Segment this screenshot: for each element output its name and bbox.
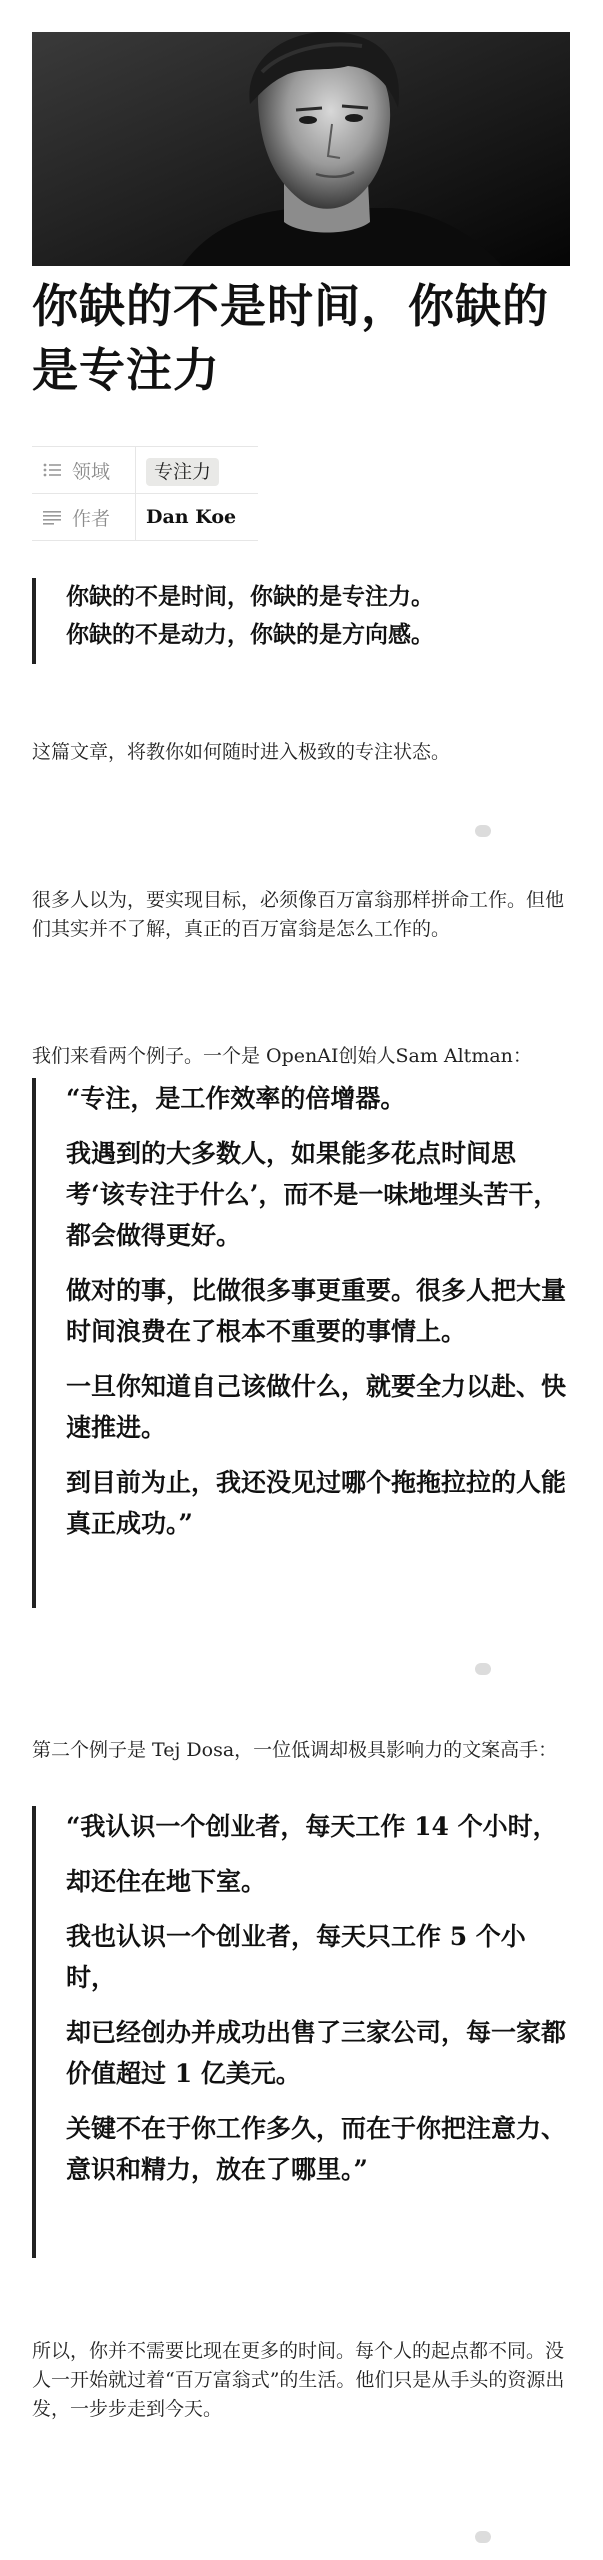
property-row-author (32, 494, 258, 541)
portrait-illustration (32, 32, 570, 266)
quote-line: 却已经创办并成功出售了三家公司，每一家都价值超过 1 亿美元。 (66, 2018, 567, 2088)
quote-line: 关键不在于你工作多久，而在于你把注意力、意识和精力，放在了哪里。” (66, 2114, 567, 2184)
list-icon (42, 462, 62, 478)
properties-table (32, 446, 258, 541)
watermark (475, 1660, 585, 1678)
domain-tag[interactable]: 专注力 (146, 458, 219, 486)
property-label-domain: 领域 (72, 460, 111, 483)
quote-line: “专注，是工作效率的倍增器。 (66, 1084, 406, 1113)
quote-line: 我也认识一个创业者，每天只工作 5 个小时， (66, 1922, 526, 1992)
paragraph: 这篇文章，将教你如何随时进入极致的专注状态。 (32, 741, 451, 763)
paragraph: 我们来看两个例子。一个是 OpenAI创始人Sam Altman： (32, 1045, 532, 1067)
watermark-icon (475, 1663, 491, 1675)
quote-line: 你缺的不是动力，你缺的是方向感。 (66, 621, 434, 648)
property-row-domain (32, 447, 258, 494)
watermark (475, 2528, 585, 2546)
intro-quote (32, 578, 572, 664)
paragraph: 很多人以为，要实现目标，必须像百万富翁那样拼命工作。但他们其实并不了解，真正的百万富翁是怎么工作的。 (32, 889, 565, 940)
tej-dosa-quote (32, 1806, 572, 2258)
paragraph: 所以，你并不需要比现在更多的时间。每个人的起点都不同。没人一开始就过着“百万富翁式”的生活。他们只是从手头的资源出发，一步步走到今天。 (32, 2340, 565, 2420)
watermark-icon (475, 825, 491, 837)
property-key-author (32, 494, 136, 540)
quote-line: 你缺的不是时间，你缺的是专注力。 (66, 583, 434, 610)
hero-portrait-image (32, 32, 570, 266)
watermark (475, 822, 585, 840)
sam-altman-quote (32, 1078, 572, 1608)
quote-line: 却还住在地下室。 (66, 1867, 267, 1896)
watermark-icon (475, 2531, 491, 2543)
quote-line: 我遇到的大多数人，如果能多花点时间思考‘该专注于什么’，而不是一味地埋头苦干，都会做得更好。 (66, 1139, 559, 1250)
author-name: Dan Koe (146, 506, 237, 528)
quote-line: 到目前为止，我还没见过哪个拖拖拉拉的人能真正成功。” (66, 1468, 567, 1538)
paragraph: 第二个例子是 Tej Dosa，一位低调却极具影响力的文案高手： (32, 1739, 558, 1761)
page-title: 你缺的不是时间，你缺的是专注力 (32, 279, 549, 397)
text-lines-icon (42, 509, 62, 525)
quote-line: 做对的事，比做很多事更重要。很多人把大量时间浪费在了根本不重要的事情上。 (66, 1276, 567, 1346)
property-label-author: 作者 (72, 507, 111, 530)
quote-line: “我认识一个创业者，每天工作 14 个小时， (66, 1812, 558, 1841)
quote-line: 一旦你知道自己该做什么，就要全力以赴、快速推进。 (66, 1372, 567, 1442)
property-key-domain (32, 447, 136, 493)
